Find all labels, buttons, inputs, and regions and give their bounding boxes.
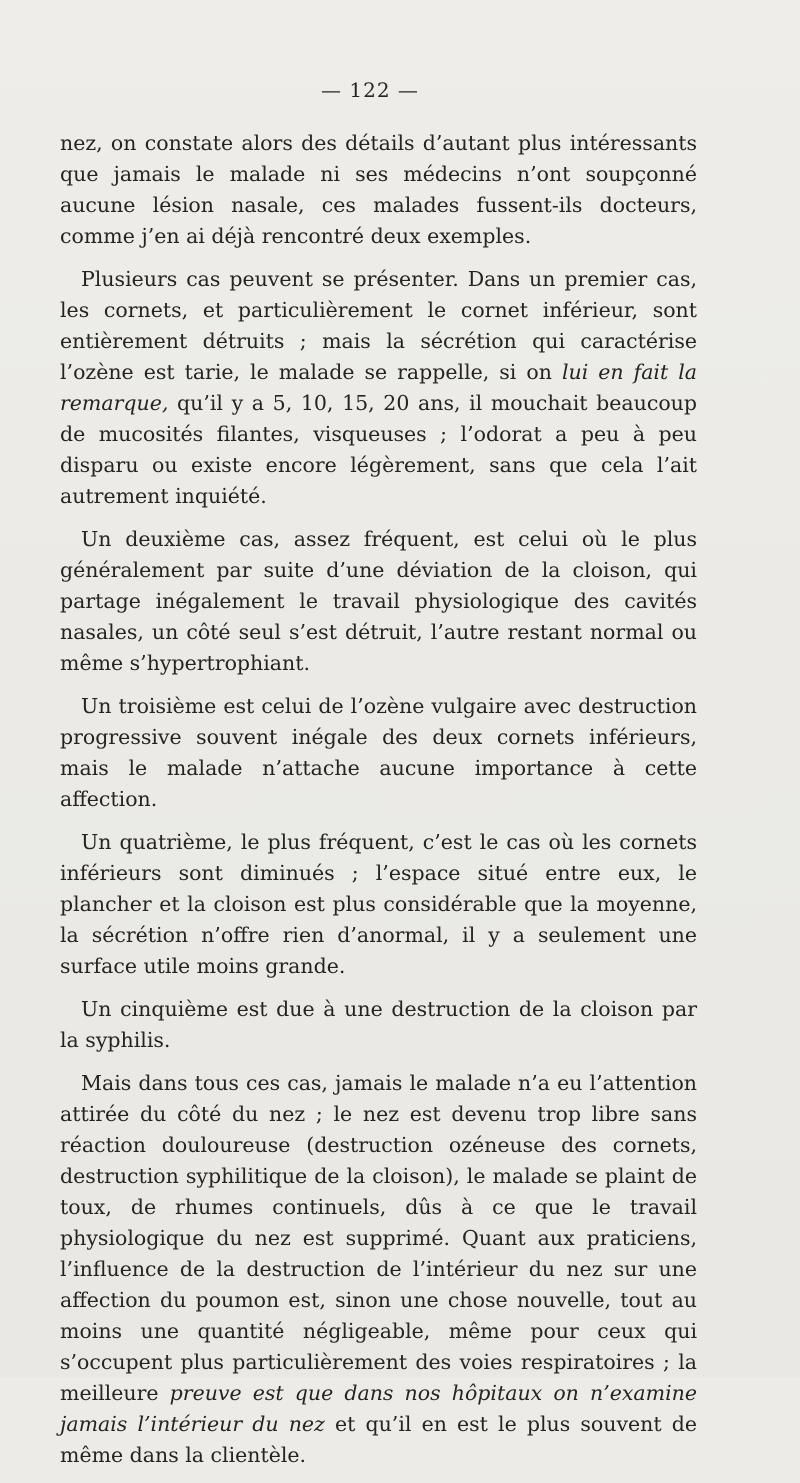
text-run: et qu’il en est le plus souvent de même dans la clientèle.	[60, 1412, 697, 1467]
text-run: Un troisième est celui de l’ozène vulgaire avec destruction progressive souvent inégale des deux cornets inférieurs, mais le malade n’attache aucune importance à cette affection.	[60, 694, 697, 811]
text-run: qu’il y a 5, 10, 15, 20 ans, il mouchait beaucoup de mucosités filantes, visqueuses ; l’odorat a peu à peu disparu ou existe encore légèrement, sans que cela l’ait autrement inquiété.	[60, 391, 697, 508]
text-run: Un cinquième est due à une destruction de la cloison par la syphilis.	[60, 997, 697, 1052]
paragraph	[60, 524, 697, 679]
body-text	[60, 128, 697, 1483]
paragraph	[60, 994, 697, 1056]
text-run: Mais dans tous ces cas, jamais le malade n’a eu l’attention attirée du côté du nez ; le nez est devenu trop libre sans réaction douloureuse (destruction ozéneuse des cornets, destruction syphilitique de la cloison), le malade se plaint de toux, de rhumes continuels, dûs à ce que le travail physiologique du nez est supprimé. Quant aux praticiens, l’influence de la destruction de l’intérieur du nez sur une affection du poumon est, sinon une chose nouvelle, tout au moins une quantité négligeable, même pour ceux qui s’occupent plus particulièrement des voies respiratoires ; la meilleure	[60, 1071, 697, 1405]
paragraph	[60, 827, 697, 982]
paragraph	[60, 1068, 697, 1471]
text-run: Plusieurs cas peuvent se présenter. Dans un premier cas, les cornets, et particulièrement le cornet inférieur, sont entièrement détruits ; mais la sécrétion qui caractérise l’ozène est tarie, le malade se rappelle, si on	[60, 267, 697, 384]
text-run: Un deuxième cas, assez fréquent, est celui où le plus généralement par suite d’une déviation de la cloison, qui partage inégalement le travail physiologique des cavités nasales, un côté seul s’est détruit, l’autre restant normal ou même s’hypertrophiant.	[60, 527, 697, 675]
text-run: nez, on constate alors des détails d’autant plus intéressants que jamais le malade ni ses médecins n’ont soupçonné aucune lésion nasale, ces malades fussent-ils docteurs, comme j’en ai déjà rencontré deux exemples.	[60, 131, 697, 248]
page-number: — 122 —	[321, 78, 419, 102]
paragraph	[60, 691, 697, 815]
paragraph	[60, 264, 697, 512]
italic-run: preuve est que dans nos hôpitaux on n’examine jamais l’intérieur du nez	[60, 1381, 697, 1436]
text-run: Un quatrième, le plus fréquent, c’est le cas où les cornets inférieurs sont diminués ; l’espace situé entre eux, le plancher et la cloison est plus considérable que la moyenne, la sécrétion n’offre rien d’anormal, il y a seulement une surface utile moins grande.	[60, 830, 697, 978]
paragraph	[60, 128, 697, 252]
italic-run: lui en fait la remarque,	[60, 360, 697, 415]
